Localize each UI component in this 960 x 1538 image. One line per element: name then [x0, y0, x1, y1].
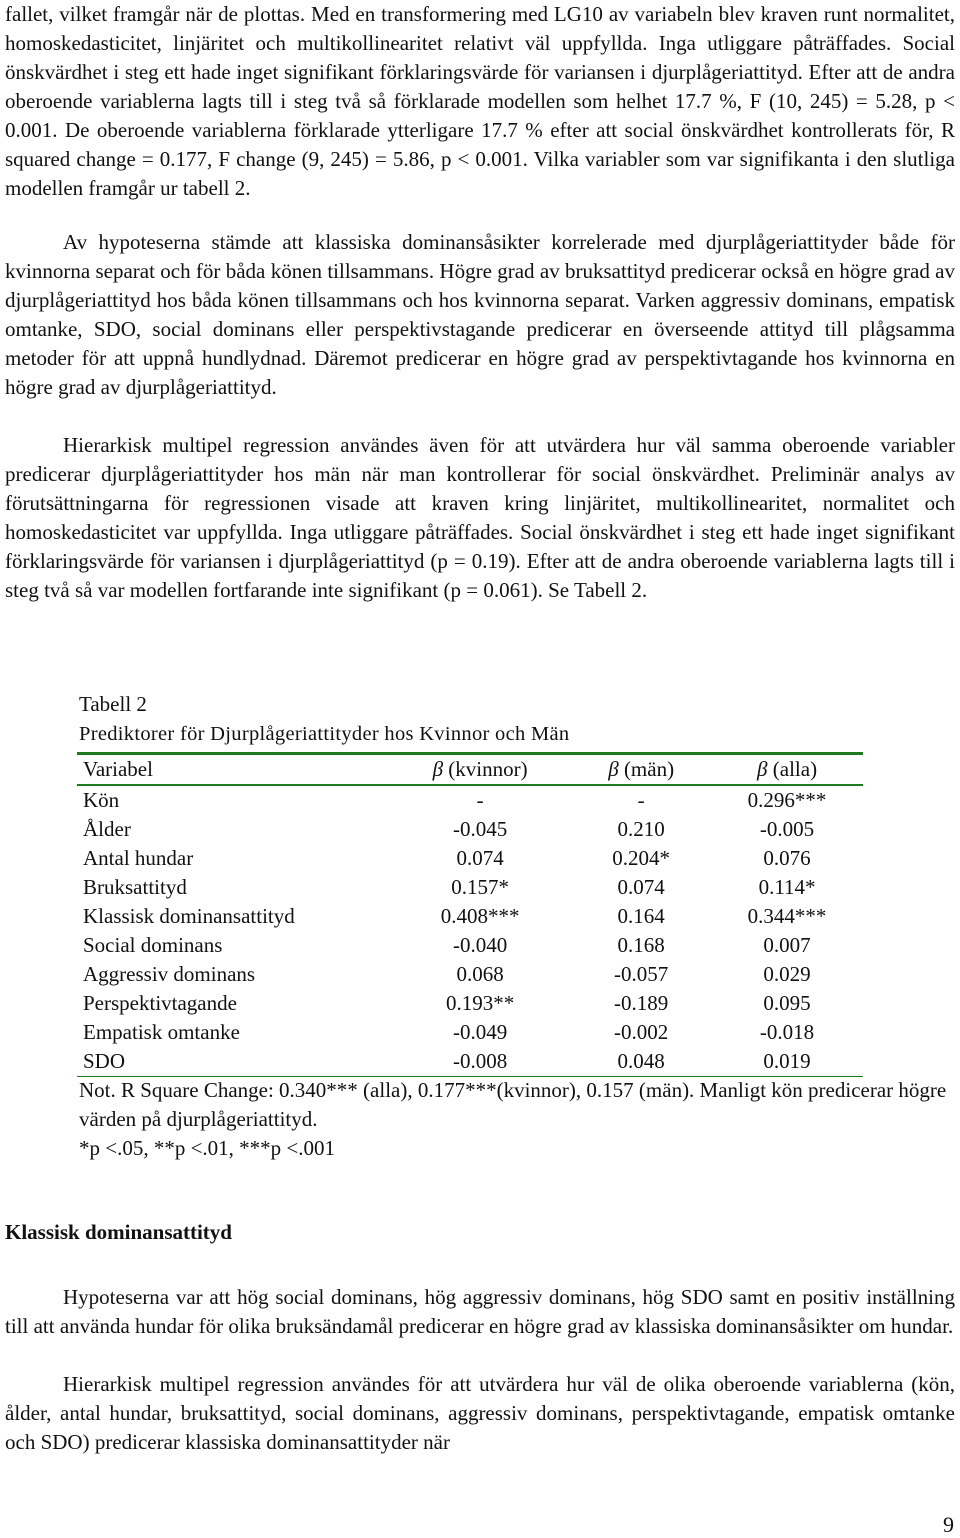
cell-men: 0.164: [617, 904, 665, 928]
table-label: Tabell 2: [79, 692, 147, 716]
table-row: [77, 844, 863, 873]
cell-men: -: [637, 788, 645, 812]
header-all: [705, 754, 863, 786]
cell-all: -0.018: [759, 1020, 815, 1044]
beta-symbol: β: [608, 757, 619, 781]
cell-all: 0.114*: [758, 875, 816, 899]
cell-women: 0.074: [456, 846, 504, 870]
body-paragraph-3: Hierarkisk multipel regression användes även för att utvärdera hur väl samma oberoende variabler predicerar djurplågeriattityder hos män när man kontrollerar för social önskvärdhet. Preliminär analys av förutsättningarna för regressionen visade att kraven kring linjäritet, multikollinearitet, normalitet och homoskedasticitet var uppfyllda. Inga utliggare påträffades. Social önskvärdhet i steg ett hade inget signifikant förklaringsvärde för variansen i djurplågeriattityd (p = 0.19). Efter att de andra oberoende variablerna lagts till i steg två så var modellen fortfarande inte signifikant (p = 0.061). Se Tabell 2.: [5, 433, 955, 602]
cell-all: 0.095: [763, 991, 811, 1015]
cell-variable: Klassisk dominansattityd: [83, 904, 295, 928]
cell-all: 0.007: [763, 933, 811, 957]
cell-variable: Social dominans: [83, 933, 223, 957]
table-row: [77, 785, 863, 815]
cell-men: -0.002: [614, 1020, 669, 1044]
significance-legend: *p <.05, **p <.01, ***p <.001: [79, 1136, 336, 1160]
cell-variable: Bruksattityd: [83, 875, 187, 899]
header-variable: Variabel: [83, 757, 153, 781]
cell-men: 0.048: [617, 1049, 665, 1073]
cell-all: 0.029: [763, 962, 811, 986]
cell-variable: Empatisk omtanke: [83, 1020, 240, 1044]
cell-women: -0.045: [452, 817, 508, 841]
table-row: [77, 931, 863, 960]
table-row: [77, 960, 863, 989]
section-paragraph-1: Hypoteserna var att hög social dominans, hög aggressiv dominans, hög SDO samt en positiv inställning till att använda hundar för olika bruksändamål predicerar en högre grad av klassiska dominansåsikter om hundar.: [5, 1285, 955, 1338]
cell-variable: SDO: [83, 1049, 126, 1073]
table-note: [79, 1076, 959, 1163]
results-table: [77, 752, 863, 1077]
header-men: [571, 754, 705, 786]
table-title: Prediktorer för Djurplågeriattityder hos Kvinnor och Män: [79, 723, 570, 745]
table-row: [77, 1047, 863, 1077]
cell-variable: Ålder: [83, 817, 131, 841]
table-header-row: [77, 754, 863, 786]
table-row: [77, 815, 863, 844]
section-paragraph-2: Hierarkisk multipel regression användes för att utvärdera hur väl de olika oberoende variablerna (kön, ålder, antal hundar, bruksattityd, social dominans, aggressiv dominans, perspektivtagande, empatisk omtanke och SDO) predicerar klassiska dominansattityder när: [5, 1372, 955, 1454]
beta-symbol: β: [432, 757, 444, 781]
table-row: [77, 1018, 863, 1047]
cell-men: 0.168: [617, 933, 665, 957]
cell-variable: Antal hundar: [83, 846, 194, 870]
header-men-label: (män): [623, 757, 675, 781]
cell-all: 0.296***: [747, 788, 827, 812]
cell-men: -0.057: [614, 962, 669, 986]
cell-men: -0.189: [614, 991, 669, 1015]
cell-variable: Aggressiv dominans: [83, 962, 256, 986]
body-paragraph-1: fallet, vilket framgår när de plottas. Med en transformering med LG10 av variabeln blev kraven runt normalitet, homoskedasticitet, linjäritet och multikollinearitet relativt väl uppfyllda. Inga utliggare påträffades. Social önskvärdhet i steg ett hade inget signifikant förklaringsvärde för variansen i djurplågeriattityd. Efter att de andra oberoende variablerna lagts till i steg två så förklarade modellen som helhet 17.7 %, F (10, 245) = 5.28, p < 0.001. De oberoende variablerna förklarade ytterligare 17.7 % efter att social önskvärdhet kontrollerats för, R squared change = 0.177, F change (9, 245) = 5.86, p < 0.001. Vilka variabler som var signifikanta i den slutliga modellen framgår ur tabell 2.: [5, 2, 955, 200]
table-row: [77, 873, 863, 902]
header-all-label: (alla): [772, 757, 818, 781]
cell-all: 0.076: [763, 846, 811, 870]
table-note-text: Not. R Square Change: 0.340*** (alla), 0.177***(kvinnor), 0.157 (män). Manligt kön predicerar högre värden på djurplågeriattityd.: [79, 1078, 947, 1131]
cell-men: 0.074: [617, 875, 665, 899]
cell-all: 0.344***: [747, 904, 827, 928]
section-heading: Klassisk dominansattityd: [5, 1220, 232, 1244]
cell-women: -0.049: [452, 1020, 508, 1044]
cell-women: -0.040: [452, 933, 508, 957]
cell-women: -0.008: [452, 1049, 508, 1073]
cell-women: 0.157*: [451, 875, 509, 899]
beta-symbol: β: [757, 757, 768, 781]
header-women: [383, 754, 571, 786]
cell-women: 0.193**: [445, 991, 515, 1015]
body-paragraph-2: Av hypoteserna stämde att klassiska dominansåsikter korrelerade med djurplågeriattityder både för kvinnorna separat och för båda könen tillsammans. Högre grad av bruksattityd predicerar också en högre grad av djurplågeriattityd hos båda könen tillsammans och hos kvinnorna separat. Varken aggressiv dominans, empatisk omtanke, SDO, social dominans eller perspektivstagande predicerar en överseende attityd till plågsamma metoder för att uppnå hundlydnad. Däremot predicerar en högre grad av perspektivtagande hos kvinnorna en högre grad av djurplågeriattityd.: [5, 230, 955, 399]
header-women-label: (kvinnor): [448, 757, 528, 781]
cell-variable: Perspektivtagande: [83, 991, 237, 1015]
table-row: [77, 902, 863, 931]
cell-women: -: [476, 788, 484, 812]
cell-all: -0.005: [759, 817, 815, 841]
cell-women: 0.408***: [440, 904, 520, 928]
cell-men: 0.210: [617, 817, 665, 841]
cell-variable: Kön: [83, 788, 120, 812]
page-number: 9: [943, 1512, 954, 1537]
cell-men: 0.204*: [612, 846, 671, 870]
cell-all: 0.019: [763, 1049, 811, 1073]
table-row: [77, 989, 863, 1018]
cell-women: 0.068: [456, 962, 504, 986]
